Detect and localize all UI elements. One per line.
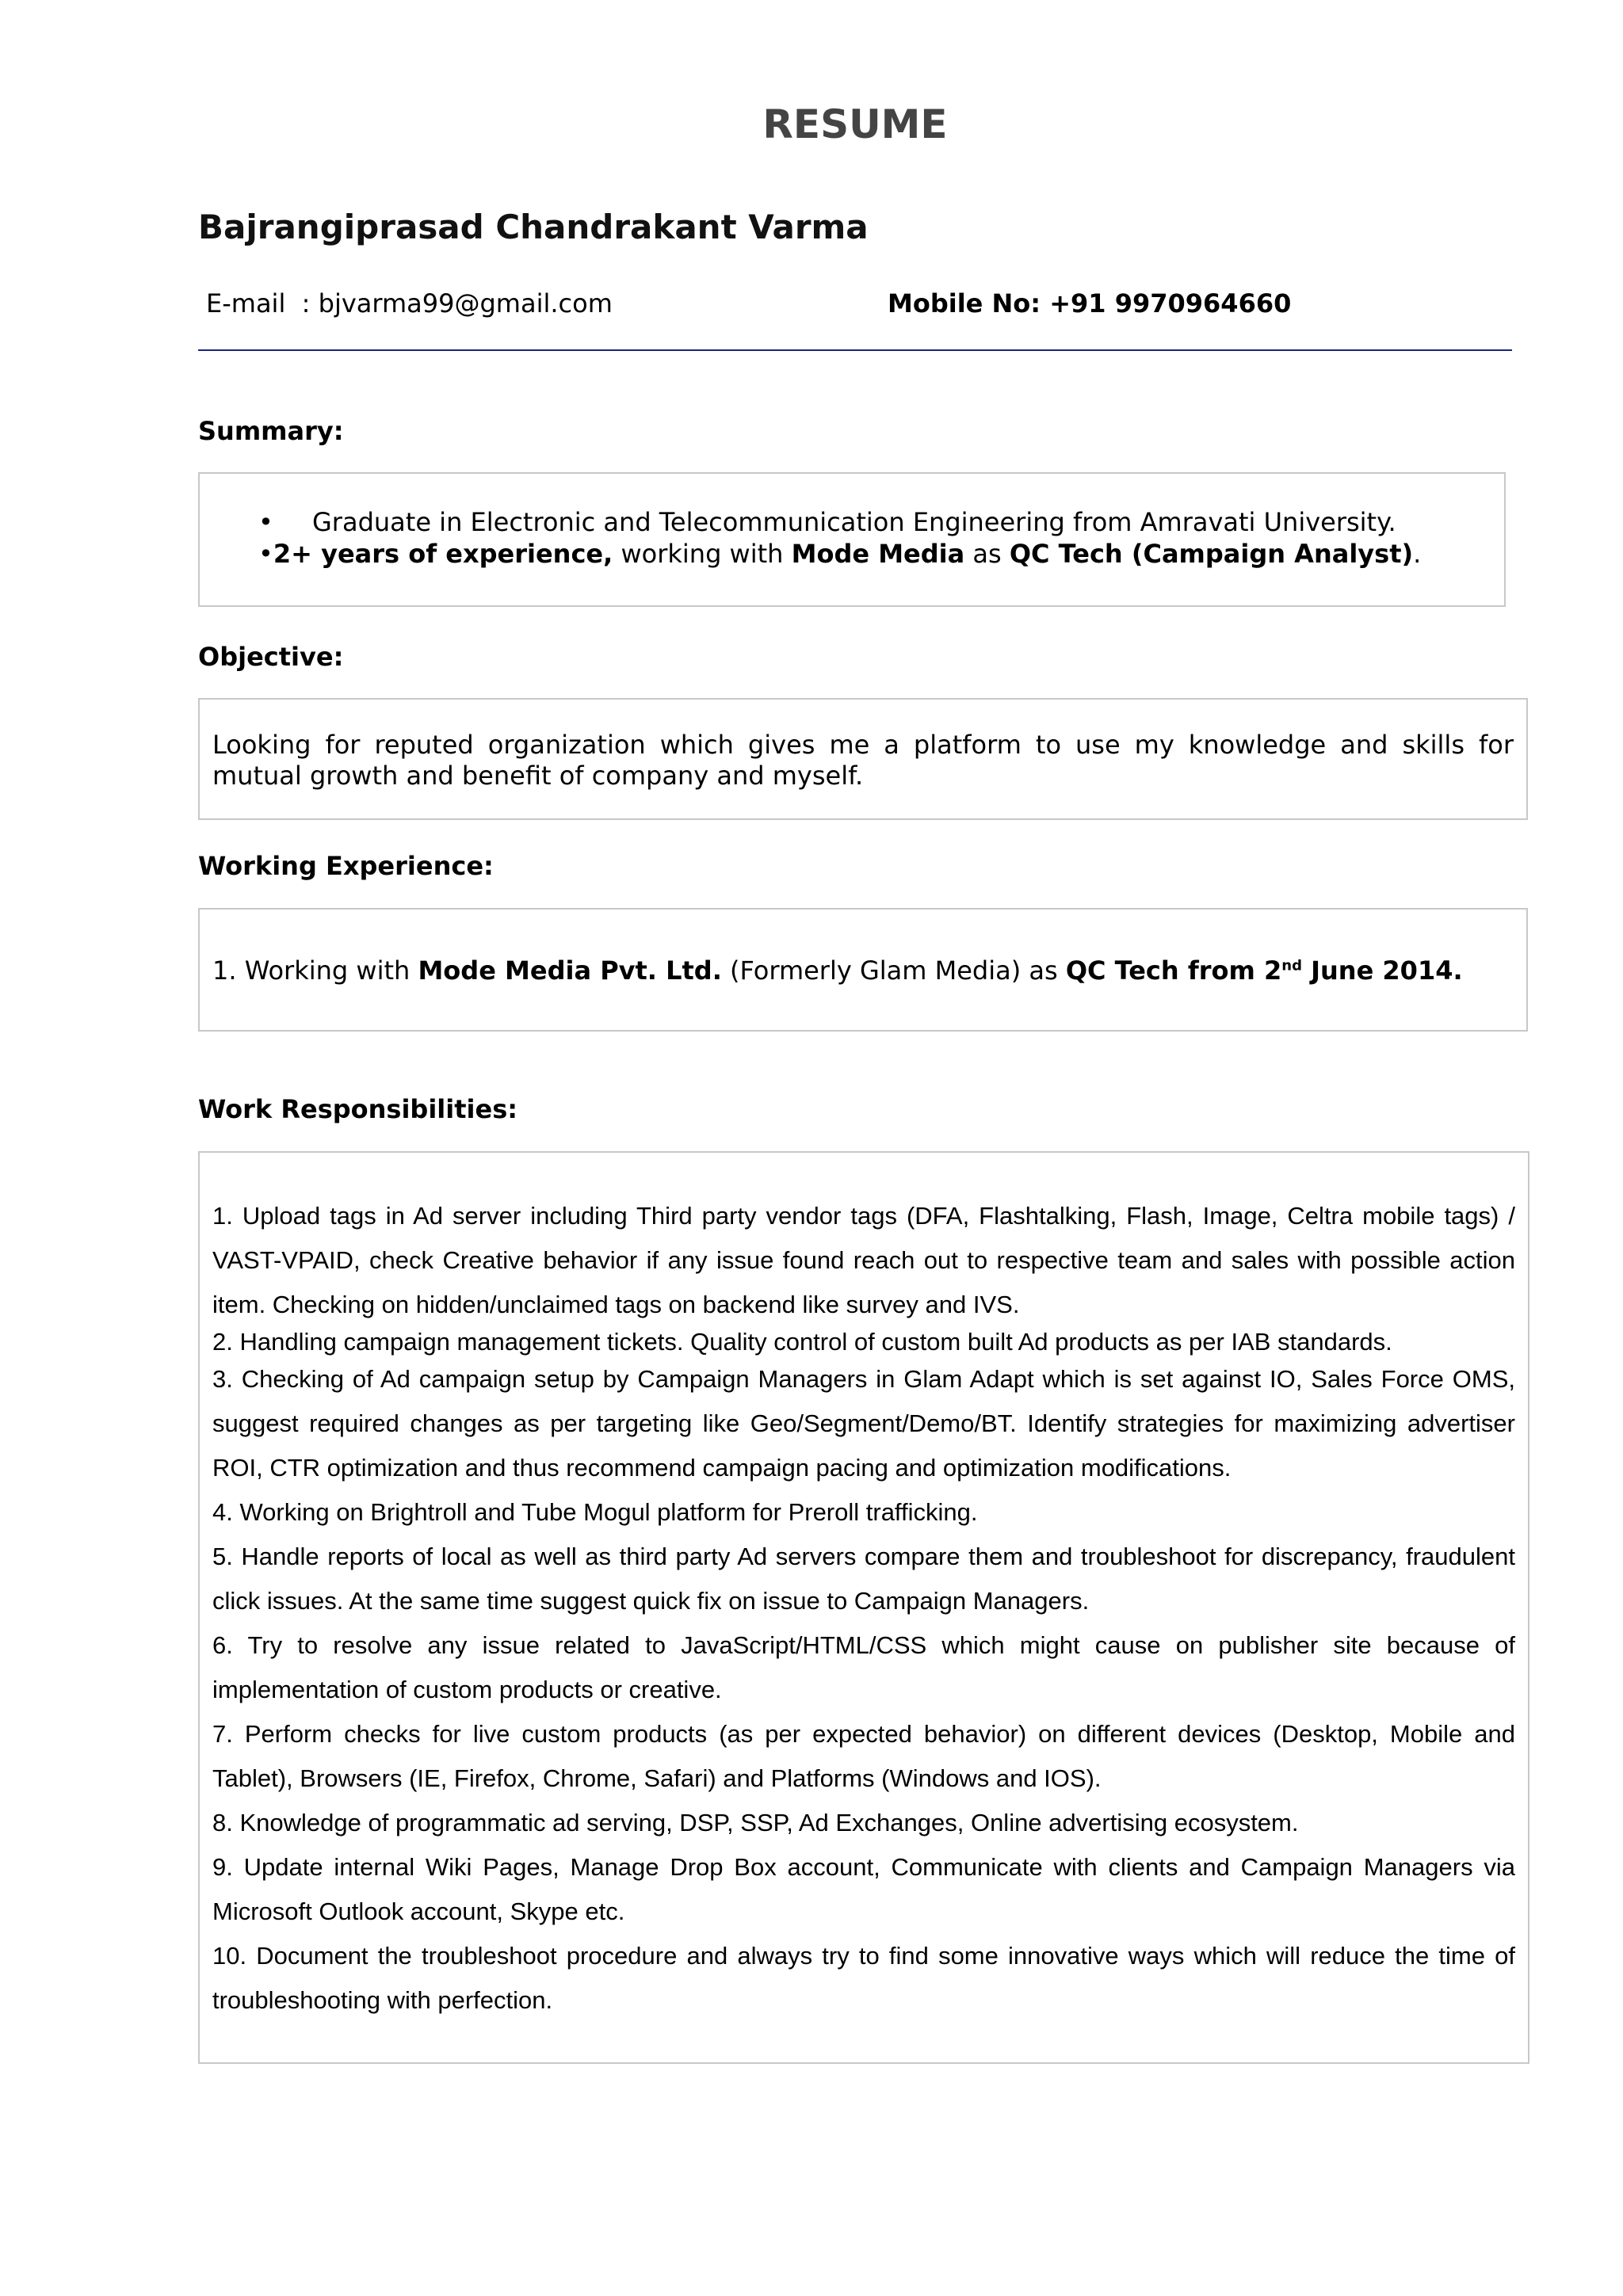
- candidate-name: Bajrangiprasad Chandrakant Varma: [198, 208, 869, 246]
- summary-box: [198, 472, 1506, 607]
- bullet-icon: •: [258, 507, 273, 537]
- objective-text: Looking for reputed organization which gives me a platform to use my knowledge and skills for mutual growth and benefit of company and myself.: [212, 730, 1514, 791]
- list-item: 10. Document the troubleshoot procedure and always try to find some innovative ways which will reduce the time of troubleshooting with perfection.: [212, 1942, 1515, 2014]
- experience-entry: [212, 955, 1463, 986]
- mobile-label: Mobile No:: [888, 288, 1050, 318]
- mobile-number: +91 9970964660: [1049, 288, 1292, 318]
- list-item: 9. Update internal Wiki Pages, Manage Drop Box account, Communicate with clients and Campaign Managers via Microsoft Outlook account, Skype etc.: [212, 1853, 1515, 1925]
- list-item: 5. Handle reports of local as well as third party Ad servers compare them and troubleshoot for discrepancy, fraudulent click issues. At the same time suggest quick fix on issue to Campaign Managers.: [212, 1543, 1515, 1615]
- summary-text: .: [1413, 539, 1422, 569]
- experience-role-text: QC Tech from 2: [1065, 955, 1282, 986]
- summary-bullet-1-text: Graduate in Electronic and Telecommunication Engineering from Amravati University.: [312, 507, 1396, 537]
- mobile-line: [888, 288, 1291, 318]
- list-item: 4. Working on Brightroll and Tube Mogul platform for Preroll trafficking.: [212, 1498, 978, 1526]
- bullet-icon: •: [258, 539, 273, 569]
- objective-box: [198, 698, 1528, 820]
- experience-text: 1. Working with: [212, 955, 418, 986]
- list-item: 2. Handling campaign management tickets. Quality control of custom built Ad products as per IAB standards.: [212, 1328, 1392, 1356]
- email-address: bjvarma99@gmail.com: [318, 288, 613, 318]
- experience-company: Mode Media Pvt. Ltd.: [418, 955, 722, 986]
- summary-company: Mode Media: [791, 539, 965, 569]
- responsibilities-heading: Work Responsibilities:: [198, 1094, 518, 1124]
- experience-date: June 2014.: [1301, 955, 1463, 986]
- email-line: [206, 288, 613, 318]
- summary-text: as: [964, 539, 1010, 569]
- summary-experience: 2+ years of experience,: [273, 539, 613, 569]
- summary-role: QC Tech (Campaign Analyst): [1009, 539, 1414, 569]
- experience-heading: Working Experience:: [198, 851, 494, 881]
- list-item: 3. Checking of Ad campaign setup by Campaign Managers in Glam Adapt which is set against IO, Sales Force OMS, suggest required changes as per targeting like Geo/Segment/Demo/BT. Identify strategies for maximizing advertiser ROI, CTR optimization and thus recommend campaign pacing and optimization modifications.: [212, 1365, 1515, 1482]
- list-item: 8. Knowledge of programmatic ad serving, DSP, SSP, Ad Exchanges, Online advertising ecosystem.: [212, 1809, 1299, 1836]
- email-label: E-mail :: [206, 288, 319, 318]
- summary-heading: Summary:: [198, 416, 344, 446]
- experience-box: [198, 908, 1528, 1032]
- experience-text: (Formerly Glam Media) as: [721, 955, 1066, 986]
- list-item: 7. Perform checks for live custom products (as per expected behavior) on different devices (Desktop, Mobile and Tablet), Browsers (IE, Firefox, Chrome, Safari) and Platforms (Windows and IOS).: [212, 1720, 1515, 1792]
- experience-role: [1066, 955, 1463, 986]
- summary-text: working with: [613, 539, 792, 569]
- list-item: 6. Try to resolve any issue related to JavaScript/HTML/CSS which might cause on publisher site because of implementation of custom products or creative.: [212, 1631, 1515, 1703]
- responsibilities-list: [212, 1194, 1515, 2023]
- header-divider: [198, 349, 1512, 351]
- list-item: 1. Upload tags in Ad server including Third party vendor tags (DFA, Flashtalking, Flash, Image, Celtra mobile tags) / VAST-VPAID, check Creative behavior if any issue found reach out to respective team and sales with possible action item. Checking on hidden/unclaimed tags on backend like survey and IVS.: [212, 1202, 1515, 1318]
- objective-heading: Objective:: [198, 642, 344, 672]
- summary-bullet-2: [258, 539, 1421, 569]
- page-title: RESUME: [762, 101, 948, 147]
- experience-date-suffix: nd: [1281, 957, 1302, 974]
- responsibilities-box: [198, 1151, 1529, 2064]
- summary-bullet-1: [258, 507, 1396, 537]
